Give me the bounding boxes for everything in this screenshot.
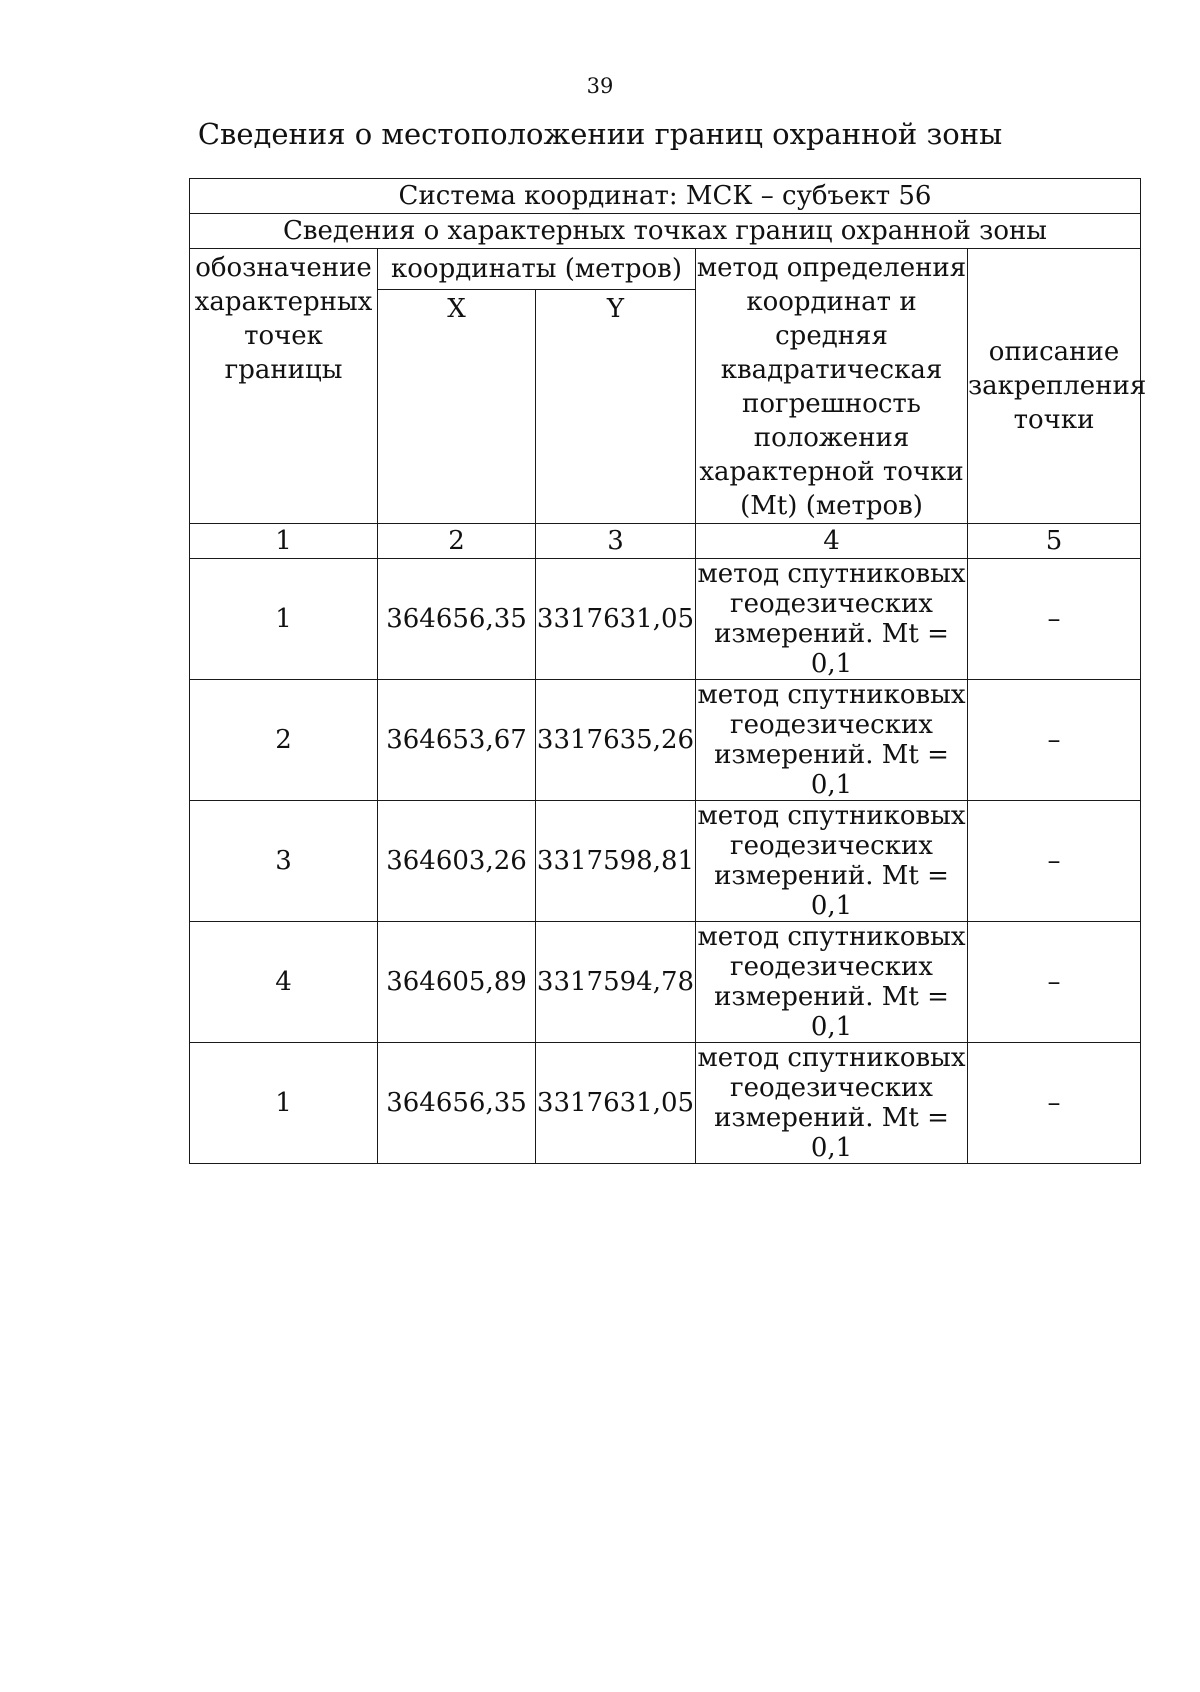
header-designation: обозначение характерных точек границы [190,249,378,524]
fixing-description: – [968,801,1141,922]
table-row [190,922,1141,1043]
table-row [190,680,1141,801]
header-method: метод определения координат и средняя квадратическая погрешность положения характерной точки (Mt) (метров) [696,249,968,524]
point-id: 3 [190,801,378,922]
y-coordinate: 3317631,05 [536,1043,696,1164]
y-coordinate: 3317635,26 [536,680,696,801]
table-row [190,559,1141,680]
method-description: метод спутниковых геодезических измерений. Mt = 0,1 [697,1043,966,1163]
method-description: метод спутниковых геодезических измерений. Mt = 0,1 [697,559,966,679]
fixing-description: – [968,680,1141,801]
column-number: 5 [968,524,1141,559]
y-coordinate: 3317594,78 [536,922,696,1043]
y-coordinate: 3317631,05 [536,559,696,680]
column-number: 4 [696,524,968,559]
boundary-points-table [189,178,1147,1164]
section-title: Сведения о характерных точках границ охранной зоны [190,214,1141,249]
point-id: 2 [190,680,378,801]
point-id: 4 [190,922,378,1043]
header-y: Y [536,289,696,523]
method-description: метод спутниковых геодезических измерений. Mt = 0,1 [697,922,966,1042]
x-coordinate: 364653,67 [378,680,536,801]
fixing-description: – [968,922,1141,1043]
page-number: 39 [586,74,614,98]
point-id: 1 [190,1043,378,1164]
column-number: 3 [536,524,696,559]
table-row [190,801,1141,922]
fixing-description: – [968,559,1141,680]
header-description: описание закрепления точки [968,249,1141,524]
x-coordinate: 364603,26 [378,801,536,922]
coordinate-system: Система координат: МСК – субъект 56 [190,179,1141,214]
x-coordinate: 364605,89 [378,922,536,1043]
x-coordinate: 364656,35 [378,559,536,680]
table-row [190,1043,1141,1164]
header-x: X [378,289,536,523]
method-description: метод спутниковых геодезических измерений. Mt = 0,1 [697,801,966,921]
column-number: 1 [190,524,378,559]
document-title: Сведения о местоположении границ охранной зоны [197,117,1003,151]
x-coordinate: 364656,35 [378,1043,536,1164]
point-id: 1 [190,559,378,680]
method-description: метод спутниковых геодезических измерений. Mt = 0,1 [697,680,966,800]
fixing-description: – [968,1043,1141,1164]
header-coordinates: координаты (метров) [378,249,696,290]
column-number: 2 [378,524,536,559]
y-coordinate: 3317598,81 [536,801,696,922]
